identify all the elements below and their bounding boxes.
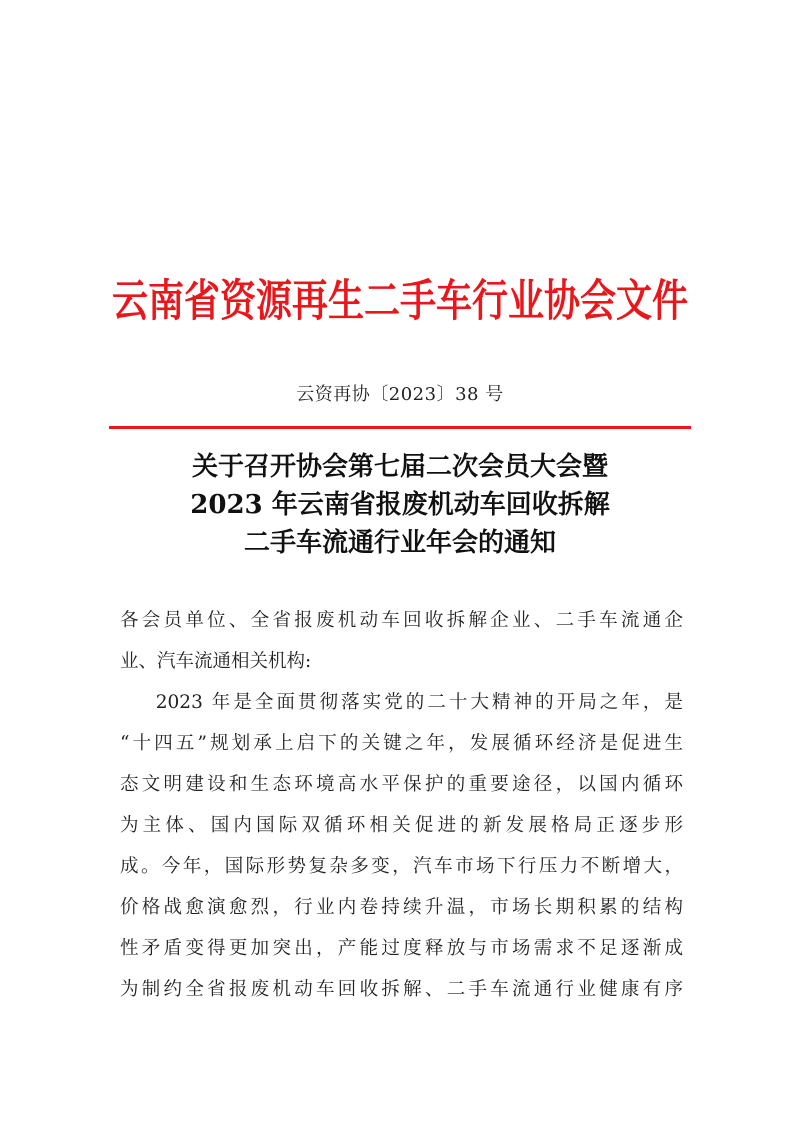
salutation-line-2: 业、汽车流通相关机构:	[120, 651, 312, 672]
paragraph-line-7: 性矛盾变得更加突出，产能过度释放与市场需求不足逐渐成	[120, 938, 683, 959]
notice-title-line-2: 2023 年云南省报废机动车回收拆解	[190, 490, 610, 520]
document-body	[120, 600, 683, 1010]
salutation-line-1: 各会员单位、全省报废机动车回收拆解企业、二手车流通企	[120, 610, 683, 631]
paragraph-line-3: 态文明建设和生态环境高水平保护的重要途径，以国内循环	[120, 774, 683, 795]
red-divider-line	[109, 426, 691, 429]
paragraph-line-1: 2023 年是全面贯彻落实党的二十大精神的开局之年，是	[120, 692, 683, 713]
notice-title-line-1: 关于召开协会第七届二次会员大会暨	[191, 452, 608, 482]
notice-title	[100, 448, 700, 562]
paragraph-line-4: 为主体、国内国际双循环相关促进的新发展格局正逐步形	[120, 815, 683, 836]
paragraph-line-2: “十四五”规划承上启下的关键之年，发展循环经济是促进生	[120, 733, 683, 754]
issuing-authority-header: 云南省资源再生二手车行业协会文件	[111, 275, 688, 327]
document-number: 云资再协〔2023〕38 号	[296, 384, 504, 405]
paragraph-line-8: 为制约全省报废机动车回收拆解、二手车流通行业健康有序	[120, 979, 683, 1000]
paragraph-line-5: 成。今年，国际形势复杂多变，汽车市场下行压力不断增大，	[120, 856, 683, 877]
notice-title-line-3: 二手车流通行业年会的通知	[243, 528, 556, 558]
paragraph-line-6: 价格战愈演愈烈，行业内卷持续升温，市场长期积累的结构	[120, 897, 683, 918]
